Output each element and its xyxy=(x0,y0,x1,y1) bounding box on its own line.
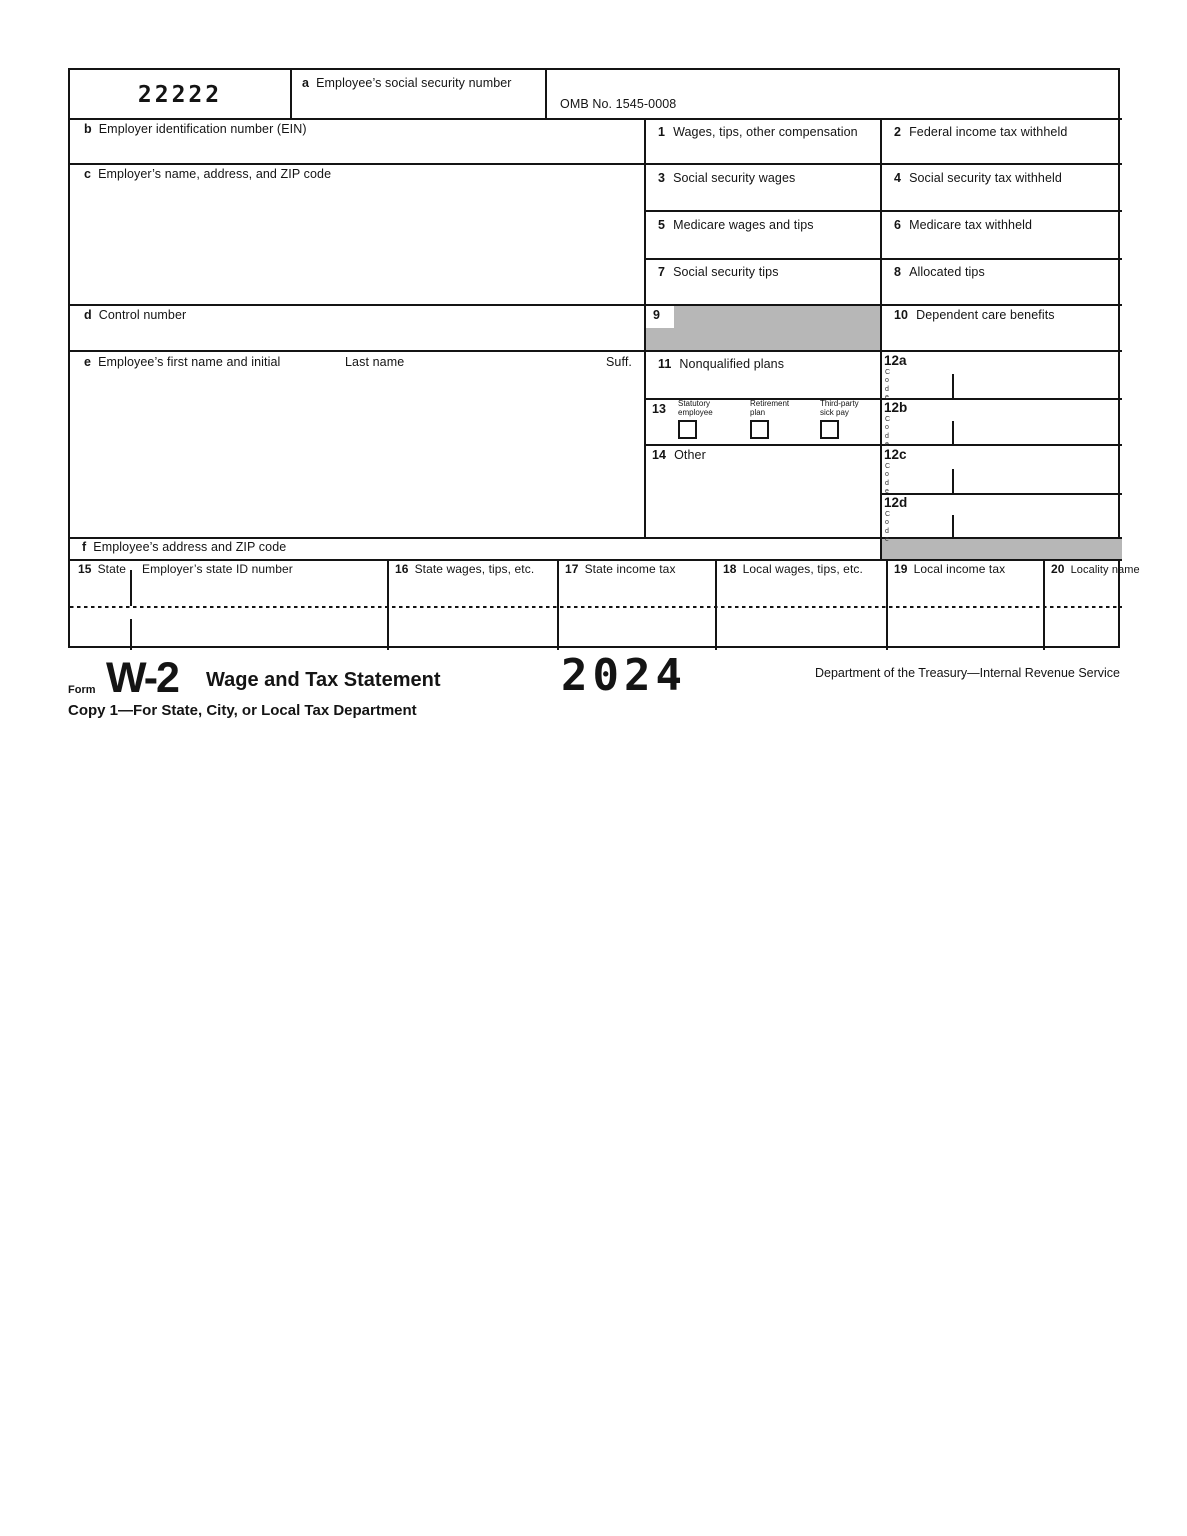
form-title: Wage and Tax Statement xyxy=(206,669,441,691)
w2-form-grid xyxy=(68,68,1140,648)
box-16-number: 16 xyxy=(395,562,409,576)
divider xyxy=(644,444,1122,446)
box-a-letter: a xyxy=(302,76,310,90)
state-subdivider xyxy=(130,619,132,650)
box-e-label xyxy=(84,355,280,369)
box-16-label xyxy=(395,562,534,576)
box-d-text: Control number xyxy=(98,308,187,322)
box-17-number: 17 xyxy=(565,562,579,576)
box-19-text: Local income tax xyxy=(913,562,1006,576)
box-4-text: Social security tax withheld xyxy=(909,171,1062,185)
box-12a-number: 12a xyxy=(884,353,907,368)
box-12d-number: 12d xyxy=(884,495,908,510)
form-word: Form xyxy=(68,684,96,696)
box-e-text: Employee’s first name and initial xyxy=(98,355,281,369)
box-11-label xyxy=(658,357,784,371)
box-3-text: Social security wages xyxy=(673,171,796,185)
divider xyxy=(880,493,1122,495)
box-20-label xyxy=(1051,562,1140,576)
form-number: W-2 xyxy=(106,654,178,702)
box-15-state-text: State xyxy=(97,562,127,576)
label-line: plan xyxy=(750,408,766,418)
divider xyxy=(644,210,1122,212)
divider xyxy=(70,559,1122,561)
statutory-employee-label xyxy=(678,399,713,417)
label-line: Third-party xyxy=(820,399,859,408)
divider xyxy=(1043,559,1045,650)
box-18-number: 18 xyxy=(723,562,737,576)
box-7-label xyxy=(658,265,779,279)
divider xyxy=(715,559,717,650)
box-15-label xyxy=(78,562,126,576)
box-1-number: 1 xyxy=(658,125,666,139)
box-20-text: Locality name xyxy=(1070,564,1140,576)
box-6-label xyxy=(894,218,1032,232)
code-subdivider xyxy=(952,421,954,444)
box-13-number: 13 xyxy=(652,402,667,416)
box-9-number-notch xyxy=(646,306,674,328)
label-line: employee xyxy=(678,408,713,418)
box-19-label xyxy=(894,562,1005,576)
box-17-label xyxy=(565,562,676,576)
divider xyxy=(557,559,559,650)
box-d-letter: d xyxy=(84,308,92,322)
box-7-text: Social security tips xyxy=(673,265,779,279)
box-a-label xyxy=(302,76,512,90)
box-9-number: 9 xyxy=(653,308,661,322)
agency-name: Department of the Treasury—Internal Revenue Service xyxy=(814,666,1120,680)
box-8-number: 8 xyxy=(894,265,902,279)
box-1-label xyxy=(658,125,858,139)
suffix-label: Suff. xyxy=(606,355,632,369)
box-2-text: Federal income tax withheld xyxy=(909,125,1068,139)
box-15-number: 15 xyxy=(78,562,92,576)
box-c-letter: c xyxy=(84,167,92,181)
box-f-label xyxy=(82,540,286,554)
divider xyxy=(644,258,1122,260)
box-19-number: 19 xyxy=(894,562,908,576)
form-batch-code: 22222 xyxy=(137,82,223,108)
box-2-label xyxy=(894,125,1067,139)
retirement-plan-label xyxy=(750,399,789,417)
box-18-label xyxy=(723,562,863,576)
divider xyxy=(70,163,1122,165)
box-10-text: Dependent care benefits xyxy=(916,308,1055,322)
box-3-label xyxy=(658,171,795,185)
divider xyxy=(70,304,1122,306)
divider xyxy=(886,559,888,650)
box-c-text: Employer’s name, address, and ZIP code xyxy=(98,167,332,181)
form-year: 2024 xyxy=(561,650,687,701)
third-party-sick-pay-label xyxy=(820,399,859,417)
divider xyxy=(644,398,1122,400)
box-5-number: 5 xyxy=(658,218,666,232)
label-line: sick pay xyxy=(820,408,849,418)
box-8-label xyxy=(894,265,985,279)
box-10-label xyxy=(894,308,1055,322)
last-name-label: Last name xyxy=(345,355,405,369)
box-3-number: 3 xyxy=(658,171,666,185)
box-14-text: Other xyxy=(674,448,706,462)
box-12d-code-label: Code xyxy=(885,511,891,543)
box-15-state-id-label: Employer’s state ID number xyxy=(142,562,293,576)
box-9-shaded-area xyxy=(646,306,880,350)
box-20-number: 20 xyxy=(1051,562,1065,576)
divider xyxy=(70,118,1122,120)
box-5-text: Medicare wages and tips xyxy=(673,218,814,232)
code-subdivider xyxy=(952,374,954,398)
box-12a-code-label: Code xyxy=(885,369,891,401)
label-line: Retirement xyxy=(750,399,790,408)
third-party-sick-pay-checkbox[interactable] xyxy=(820,420,839,439)
box-18-text: Local wages, tips, etc. xyxy=(742,562,863,576)
divider xyxy=(880,118,882,559)
code-subdivider xyxy=(952,469,954,493)
box-d-label xyxy=(84,308,186,322)
box-11-number: 11 xyxy=(658,357,672,371)
state-subdivider xyxy=(130,570,132,606)
divider xyxy=(290,70,292,118)
box-12b-number: 12b xyxy=(884,400,908,415)
box-10-number: 10 xyxy=(894,308,909,322)
box-5-label xyxy=(658,218,814,232)
box-11-text: Nonqualified plans xyxy=(679,357,785,371)
code-subdivider xyxy=(952,515,954,537)
divider xyxy=(545,70,547,118)
box-c-label xyxy=(84,167,331,181)
box-1-text: Wages, tips, other compensation xyxy=(673,125,858,139)
divider xyxy=(387,559,389,650)
box-4-label xyxy=(894,171,1062,185)
box-b-text: Employer identification number (EIN) xyxy=(98,122,307,136)
box-8-text: Allocated tips xyxy=(909,265,985,279)
divider xyxy=(70,350,1122,352)
box-f-text: Employee’s address and ZIP code xyxy=(93,540,287,554)
box-6-text: Medicare tax withheld xyxy=(909,218,1033,232)
box-4-number: 4 xyxy=(894,171,902,185)
label-line: Statutory xyxy=(678,399,711,408)
box-b-label xyxy=(84,122,307,136)
box-17-text: State income tax xyxy=(584,562,676,576)
box-14-label xyxy=(652,448,706,462)
box-12c-number: 12c xyxy=(884,447,907,462)
copy-designation: Copy 1—For State, City, or Local Tax Department xyxy=(68,702,417,719)
box-7-number: 7 xyxy=(658,265,666,279)
box-2-number: 2 xyxy=(894,125,902,139)
retirement-plan-checkbox[interactable] xyxy=(750,420,769,439)
box-6-number: 6 xyxy=(894,218,902,232)
shaded-strip xyxy=(882,539,1122,559)
box-b-letter: b xyxy=(84,122,92,136)
statutory-employee-checkbox[interactable] xyxy=(678,420,697,439)
box-14-number: 14 xyxy=(652,448,667,462)
box-e-letter: e xyxy=(84,355,92,369)
box-12b-code-label: Code xyxy=(885,416,891,448)
dashed-divider xyxy=(70,606,1122,608)
box-a-text: Employee’s social security number xyxy=(316,76,512,90)
box-16-text: State wages, tips, etc. xyxy=(414,562,535,576)
box-12c-code-label: Code xyxy=(885,463,891,495)
box-f-letter: f xyxy=(82,540,87,554)
omb-number: OMB No. 1545-0008 xyxy=(560,97,677,111)
